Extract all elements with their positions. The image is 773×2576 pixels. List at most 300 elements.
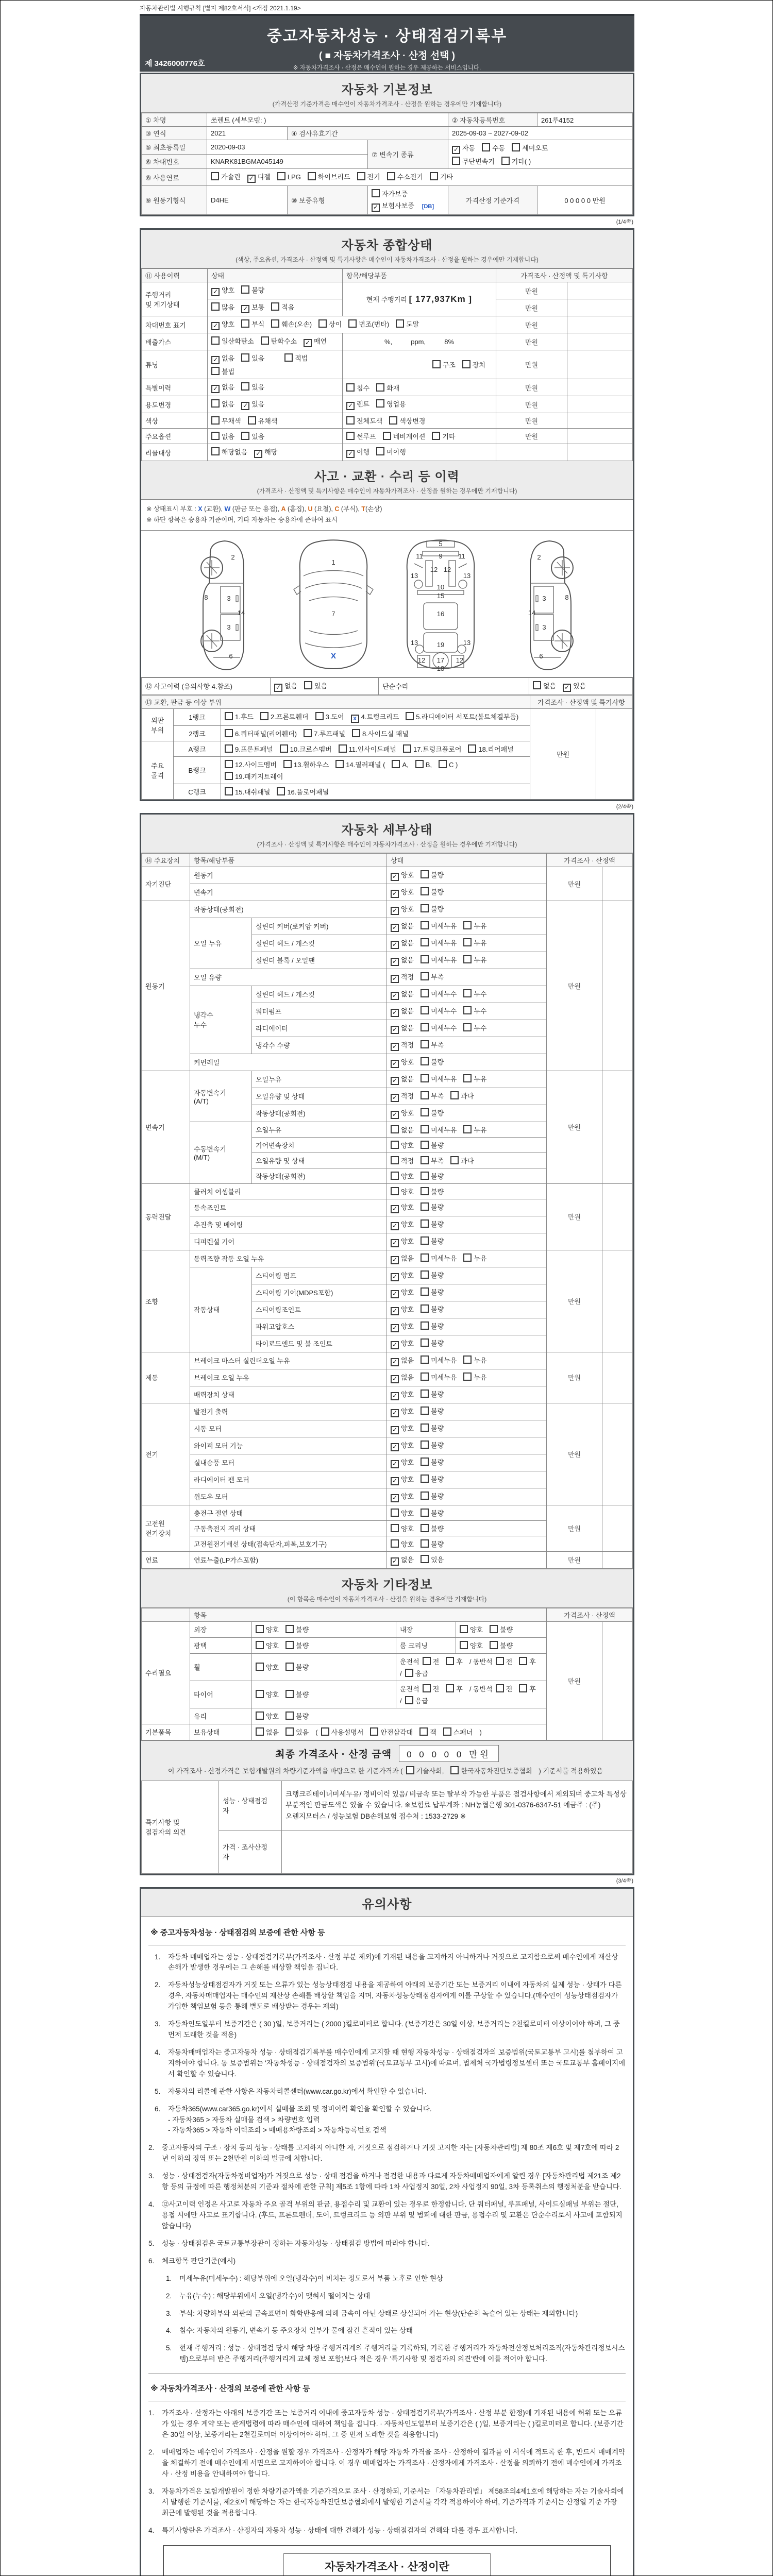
checkbox[interactable]: ✓ [211, 288, 220, 296]
checkbox[interactable] [285, 1625, 294, 1633]
checkbox[interactable] [391, 1524, 399, 1532]
svg-text:15: 15 [436, 591, 445, 600]
basic-items-row: 기본품목 보유상태 없음 있음 ( 사용설명서 안전삼각대 잭 스패너 ) [142, 1724, 633, 1740]
device-group: 조향 [142, 1250, 190, 1352]
checkbox[interactable]: ✓ [391, 1392, 399, 1400]
checkbox[interactable] [376, 399, 384, 408]
checkbox[interactable]: ✓ [391, 924, 399, 932]
overall-row: 많음 ✓ 보통 적음 만원 [142, 299, 633, 316]
checkbox[interactable] [283, 760, 292, 768]
checkbox[interactable] [225, 787, 233, 795]
checkbox[interactable] [280, 744, 288, 753]
checkbox[interactable]: ✓ [304, 339, 312, 347]
checkbox[interactable] [256, 1625, 264, 1633]
checkbox[interactable] [519, 1657, 527, 1665]
checkbox[interactable] [285, 1690, 294, 1698]
checkbox[interactable] [391, 1125, 399, 1133]
checkbox[interactable] [391, 1187, 399, 1195]
checkbox[interactable]: ✓ [391, 992, 399, 1000]
etc-section-title: 자동차 기타정보 (이 항목은 매수인이 자동차가격조사 · 산정을 원하는 경우에만 기재합니다) [141, 1569, 633, 1608]
checkbox[interactable] [241, 285, 249, 294]
checkbox[interactable] [421, 1287, 429, 1296]
notice-item: 1. 자동차 매매업자는 성능 · 상태점검기록부(가격조사 · 산정 부분 제외)에 기재된 내용을 고지하지 아니하거나 거짓으로 고지함으로써 매수인에게 재산상 손해가 발생한 경우에는 그 손해를 배상할 책임을 집니다. [155, 1953, 618, 1972]
checkbox[interactable] [389, 416, 397, 425]
checkbox[interactable] [304, 729, 312, 737]
checkbox[interactable] [450, 1156, 459, 1164]
checkbox[interactable]: ✓ [391, 1375, 399, 1383]
checkbox[interactable] [225, 744, 233, 753]
checkbox[interactable] [271, 319, 279, 328]
checkbox[interactable] [256, 1727, 264, 1736]
checkbox[interactable] [421, 1458, 429, 1466]
checkbox[interactable] [392, 760, 400, 768]
checkbox[interactable] [460, 1625, 468, 1633]
detail-row: 작동상태 스티어링 펌프 ✓ 양호 불량 [142, 1267, 633, 1284]
checkbox[interactable] [339, 744, 347, 753]
detail-row: 디퍼렌셜 기어 ✓ 양호 불량 [142, 1233, 633, 1250]
checkbox[interactable]: ✓ [391, 1443, 399, 1451]
checkbox[interactable] [421, 1074, 429, 1082]
checkbox[interactable] [421, 1304, 429, 1313]
checkbox[interactable]: ✓ [391, 975, 399, 983]
notice-title: 유의사항 [362, 1897, 412, 1911]
device-group: 동력전달 [142, 1183, 190, 1250]
checkbox[interactable] [421, 887, 429, 895]
checkbox[interactable] [211, 416, 220, 425]
detail-row: 오일 누유 실린더 커버(로커암 커버) ✓ 없음 미세누유 누유 [142, 918, 633, 935]
repair-row: 휠 양호 불량 운전석 전 후 / 동반석 전 후/ 응급 [142, 1653, 633, 1681]
checkbox[interactable]: ✓ [211, 356, 220, 364]
checkbox[interactable]: ✓ [452, 146, 460, 154]
checkbox[interactable] [450, 1091, 459, 1099]
detail-status-section [140, 813, 634, 1875]
car-top-diagram [290, 538, 377, 672]
checkbox[interactable] [490, 1641, 498, 1649]
checkbox[interactable] [421, 989, 429, 997]
checkbox[interactable]: ✓ [391, 907, 399, 915]
checkbox[interactable] [463, 921, 472, 929]
checkbox[interactable] [391, 1172, 399, 1180]
checkbox[interactable] [421, 1321, 429, 1330]
checkbox[interactable] [211, 336, 220, 345]
checkbox[interactable] [421, 955, 429, 963]
notice-item: 2. 자동차성능상태점검자가 거짓 또는 오류가 있는 성능상태점검 내용을 제공하여 아래의 보증기간 또는 보증거리 이내에 자동차의 실제 성능 · 상태가 다른 경우, 자동차매매업자는 매수인의 재산상 손해를 배상할 책임을 지며, 자동차성능상태점검자에게 이를 구상할 수 있습니다.(매수인이 성능상태점검자가 가입한 책임보험 등을 통해 별도로 배상받는 경우는 제외) [155, 1981, 622, 2011]
checkbox[interactable] [419, 1727, 428, 1736]
form-reference: 자동차관리법 시행규칙 [별지 제82호서식] <개정 2021.1.19> [140, 5, 301, 12]
checkbox[interactable] [421, 1125, 429, 1133]
checkbox[interactable] [211, 432, 220, 440]
checkbox[interactable]: ✓ [247, 175, 256, 183]
checkbox[interactable]: ✓ [391, 1111, 399, 1119]
checkbox[interactable]: ✓ [391, 941, 399, 949]
checkbox[interactable] [346, 416, 355, 425]
checkbox[interactable] [248, 416, 256, 425]
detail-row: 작동상태(공회전) 양호 불량 [142, 1168, 633, 1183]
notice-sec1-header: ※ 중고자동차성능 · 상태점검의 보증에 관한 사항 등 [148, 1920, 626, 1945]
checkbox[interactable] [432, 432, 440, 440]
checkbox[interactable] [501, 157, 510, 165]
detail-row: 실린더 블록 / 오일팬 ✓ 없음 미세누유 누유 [142, 952, 633, 969]
detail-row: 작동상태(공회전) ✓ 양호 불량 [142, 1105, 633, 1122]
checkbox[interactable] [421, 1236, 429, 1245]
svg-text:3: 3 [227, 594, 231, 602]
checkbox[interactable] [315, 712, 324, 720]
checkbox[interactable] [383, 432, 391, 440]
checkbox[interactable] [421, 972, 429, 980]
label-engine-type: ⑨ 원동기형식 [142, 186, 207, 215]
notice-item: 5. 현재 주행거리 : 성능 · 상태점검 당시 해당 차량 주행거리계의 주행거리를 기록하되, 기록한 주행거리가 자동차전산정보처리조직(자동차관리정보시스템)으로부터 받은 주행거리(주행거리계 교체 정보 포함)보다 적은 경우 '특기사항 및 점검자의 의견'란에 이를 적어야 합니다. [166, 2344, 625, 2363]
checkbox[interactable] [285, 1663, 294, 1671]
checkbox[interactable] [372, 189, 380, 197]
checkbox[interactable]: ✓ [346, 450, 355, 458]
checkbox[interactable]: ✓ [391, 1409, 399, 1417]
svg-text:6: 6 [229, 652, 233, 660]
checkbox[interactable] [496, 1684, 504, 1692]
notice-item: 4. 특기사항란은 가격조사 · 산정자의 자동차 성능 · 상태에 대한 견해가 성능 · 상태점검자의 견해와 다를 경우 표시합니다. [148, 2526, 518, 2534]
label-vin: ⑥ 차대번호 [142, 155, 207, 169]
checkbox[interactable] [211, 399, 220, 408]
detail-row: 냉각수 누수 실린더 헤드 / 개스킷 ✓ 없음 미세누수 누수 [142, 986, 633, 1003]
svg-text:8: 8 [565, 593, 569, 601]
basic-section-title: 자동차 기본정보 (가격산정 기준가격은 매수인이 자동차가격조사 · 산정을 원하는 경우에만 기재합니다) [141, 74, 633, 113]
checkbox[interactable] [421, 1492, 429, 1500]
label-transmission: ⑦ 변속기 종류 [368, 140, 448, 169]
checkbox[interactable] [415, 760, 424, 768]
svg-text:12: 12 [443, 565, 451, 573]
checkbox[interactable]: ✓ [391, 873, 399, 881]
checkbox[interactable] [391, 1509, 399, 1517]
checkbox[interactable] [463, 955, 472, 963]
checkbox[interactable] [450, 1766, 459, 1774]
accident-history-label: ⑫ 사고이력 (유의사항 4.참조) [142, 677, 271, 694]
checkbox[interactable] [421, 1187, 429, 1195]
checkbox[interactable] [241, 319, 249, 328]
checkbox[interactable]: ✓ [211, 322, 220, 330]
checkbox[interactable] [462, 360, 470, 368]
detail-row: 스티어링 기어(MDPS포함) ✓ 양호 불량 [142, 1284, 633, 1301]
detail-row: 변속기 자동변속기 (A/T) 오일누유 ✓ 없음 미세누유 누유 만원 [142, 1071, 633, 1088]
checkbox[interactable] [463, 1253, 472, 1262]
checkbox[interactable] [463, 1023, 472, 1031]
checkbox[interactable] [261, 336, 269, 345]
checkbox[interactable]: ✓ [391, 1060, 399, 1068]
checkbox[interactable]: ✓ [391, 1256, 399, 1264]
notice-item: 5. 자동차의 리콜에 관한 사항은 자동차리콜센터(www.car.go.kr)에서 확인할 수 있습니다. [155, 2087, 427, 2095]
detail-row: 변속기 ✓ 양호 불량 [142, 884, 633, 901]
checkbox[interactable] [463, 1355, 472, 1364]
svg-text:19: 19 [436, 640, 445, 649]
svg-text:2: 2 [231, 553, 235, 561]
checkbox[interactable] [443, 1727, 451, 1736]
checkbox[interactable] [463, 1372, 472, 1381]
label-base-price: 가격산정 기준가격 [448, 186, 537, 215]
checkbox[interactable] [403, 744, 411, 753]
checkbox[interactable] [490, 1625, 498, 1633]
checkbox[interactable] [421, 1389, 429, 1398]
checkbox[interactable] [421, 1040, 429, 1048]
etc-info-table: 항목 가격조사 · 산정액 수리필요 외장 양호 불량 내장 양호 불량 만원 광택 양호 불량 룸 크리닝 양호 불량 휠 양호 불량 운전석 전 후 / 동반석 전 후/ 응급 타이어 양호 불량 운전석 전 후 / 동반석 전 후/ 응급 유리 양호 불량 기본품목 보유상태 없음 있음 ( 사용설명서 안전삼각대 잭 스패너 ) [141, 1608, 633, 1740]
checkbox[interactable] [421, 1023, 429, 1031]
checkbox[interactable] [421, 1524, 429, 1532]
checkbox[interactable] [421, 1475, 429, 1483]
checkbox[interactable] [421, 1338, 429, 1347]
checkbox[interactable] [256, 1663, 264, 1671]
checkbox[interactable] [318, 319, 327, 328]
checkbox[interactable]: ✓ [391, 1222, 399, 1230]
checkbox[interactable] [446, 1657, 454, 1665]
checkbox[interactable] [348, 319, 357, 328]
simple-repair-label: 단순수리 [379, 677, 529, 694]
checkbox[interactable] [391, 1539, 399, 1548]
checkbox[interactable]: ✓ [241, 305, 249, 313]
checkbox[interactable] [357, 172, 365, 180]
checkbox[interactable]: ✓ [563, 684, 571, 692]
checkbox[interactable]: ✓ [391, 1426, 399, 1434]
checkbox[interactable] [304, 681, 312, 689]
checkbox[interactable] [421, 1219, 429, 1228]
svg-text:14: 14 [528, 608, 536, 617]
checkbox[interactable] [308, 172, 316, 180]
label-reg-no: ② 자동차등록번호 [448, 113, 537, 127]
checkbox[interactable] [241, 382, 249, 391]
checkbox[interactable] [211, 447, 220, 455]
svg-text:2: 2 [537, 553, 541, 561]
overall-row: 리콜대상 해당없음 ✓ 해당 ✓ 이행 미이행 [142, 444, 633, 461]
device-group: 변속기 [142, 1071, 190, 1183]
page-marker-3: (3/4쪽) [616, 1877, 633, 1884]
checkbox[interactable] [376, 447, 384, 455]
detail-row: 고전원 전기장치 충전구 절연 상태 양호 불량 만원 [142, 1505, 633, 1520]
checkbox[interactable] [285, 1641, 294, 1649]
detail-row: 고전원전기배선 상태(접속단자,피복,보호기구) 양호 불량 [142, 1536, 633, 1551]
checkbox[interactable] [376, 383, 384, 392]
valid-period: 2025-09-03 ~ 2027-09-02 [448, 127, 633, 140]
checkbox[interactable]: ✓ [391, 890, 399, 898]
checkbox[interactable] [391, 1141, 399, 1149]
svg-text:12: 12 [456, 656, 464, 664]
note-author: 가격 · 조사산정 자 [219, 1830, 282, 1873]
vehicle-diagrams [141, 531, 633, 677]
final-price-row [141, 1740, 633, 1781]
checkbox[interactable] [463, 1006, 472, 1014]
overall-section-title: 자동차 종합상태 (색상, 주요옵션, 가격조사 · 산정액 및 특기사항은 매수인이 자동차가격조사 · 산정을 원하는 경우에만 기재합니다) [141, 230, 633, 268]
checkbox[interactable] [421, 1006, 429, 1014]
checkbox[interactable]: ✓ [346, 402, 355, 410]
svg-text:3: 3 [227, 623, 231, 631]
checkbox[interactable]: ✓ [391, 1026, 399, 1034]
checkbox[interactable]: ✓ [372, 204, 380, 212]
checkbox[interactable] [421, 1141, 429, 1149]
device-group: 전기 [142, 1403, 190, 1505]
checkbox[interactable] [421, 1555, 429, 1563]
note-text: 크랭크리테이너미세누유/ 정비이력 있음/ 비금속 또는 탈부착 가능한 부품은 점검사항에서 제외되며 중고차 특성상 부분적인 판금도색은 있을 수 있습니다. ※보험료 납부계좌 : NH농협은행 301-0376-6347-51 예금주 : (주)오렌지모터스 / 성능보험 DB손해보험 접수처 : 1533-2729 ※ [282, 1781, 633, 1830]
checkbox[interactable] [211, 302, 220, 311]
notice-item: 3. 성능 · 상태점검자(자동차정비업자)가 거짓으로 성능 · 상태 점검을 하거나 점검한 내용과 다르게 자동차매매업자에게 알린 경우 [자동차관리법 제21조 제2항 등의 규정에 따른 행정처분의 기준과 절차에 관한 규칙] 제5조 1항에 따라 1차 사업정지 30일, 2차 사업정지 90일, 3차 등록취소의 행정처분을 받습니다. [148, 2172, 621, 2191]
exchange-parts-table: ⑬ 교환, 판금 등 이상 부위 가격조사 · 산정액 및 특기사항 외판 부위 1랭크 1.후드 2.프론트휀더 3.도어 x 4.트렁크리드 5.라디에이터 서포트(볼트체결부품) 만원 2랭크 6.쿼터패널(리어휀더) 7.루프패널 8.사이드실 패널 주요 골격 A랭크 9.프론트패널 10.크로스멤버 11.인사이드패널 17.트렁크플로어 18.리어패널 B랭크 12.사이드멤버 13.휠하우스 14.필러패널 ( A, B, C )19.패키지트레이 C랭크 15.대쉬패널 16.플로어패널 [141, 695, 633, 800]
svg-text:5: 5 [439, 539, 443, 548]
checkbox[interactable] [225, 772, 233, 780]
checkbox[interactable] [335, 760, 344, 768]
checkbox[interactable]: ✓ [391, 1290, 399, 1298]
checkbox[interactable] [346, 432, 355, 440]
checkbox[interactable] [468, 744, 476, 753]
checkbox[interactable] [421, 1355, 429, 1364]
checkbox[interactable] [271, 302, 279, 311]
svg-text:18: 18 [436, 664, 445, 672]
simple-repair-state: 없음 ✓ 있음 [529, 677, 633, 694]
checkbox[interactable]: ✓ [391, 1358, 399, 1366]
checkbox[interactable] [241, 432, 249, 440]
checkbox[interactable] [225, 729, 233, 737]
checkbox[interactable] [432, 360, 441, 368]
checkbox[interactable] [463, 1074, 472, 1082]
checkbox[interactable] [452, 157, 460, 165]
checkbox[interactable]: ✓ [391, 1009, 399, 1017]
svg-text:10: 10 [436, 583, 445, 591]
checkbox[interactable] [284, 353, 293, 362]
checkbox[interactable] [387, 172, 395, 180]
checkbox[interactable] [423, 1657, 431, 1665]
checkbox[interactable]: ✓ [391, 1239, 399, 1247]
checkbox[interactable] [225, 760, 233, 768]
label-car-name: ① 차명 [142, 113, 207, 127]
checkbox[interactable]: ✓ [391, 1557, 399, 1566]
checkbox[interactable] [405, 1669, 413, 1677]
checkbox[interactable] [421, 1372, 429, 1381]
notice-item: 1. 미세누유(미세누수) : 해당부위에 오일(냉각수)이 비치는 정도로서 부품 노후로 인한 현상 [166, 2274, 443, 2282]
transmission-type: ✓ 자동 수동 세미오토 무단변속기 기타( ) [448, 140, 633, 169]
svg-text:13: 13 [410, 638, 418, 647]
checkbox[interactable] [533, 681, 541, 689]
checkbox[interactable] [421, 1270, 429, 1279]
checkbox[interactable] [421, 921, 429, 929]
checkbox[interactable]: x [351, 715, 359, 723]
notice-item: 4. 자동차매매업자는 중고자동차 성능 · 상태점검기록부를 매수인에게 고지할 때 현행 자동차성능 · 상태점검자의 보증범위(국토교통부 고시)를 첨부하여 고지하여야 합니다. 동 보증범위는 '자동차성능 · 상태점검자의 보증범위'(국토교통부 고시)에 따르며, 법제처 국가법령정보센터 또는 국토교통부 홈페이지에서 확인할 수 있습니다. [155, 2048, 626, 2078]
detail-row: 제동 브레이크 마스터 실린더오일 누유 ✓ 없음 미세누유 누유 만원 [142, 1352, 633, 1369]
checkbox[interactable] [421, 1539, 429, 1548]
checkbox[interactable] [421, 1172, 429, 1180]
svg-text:12: 12 [417, 656, 426, 664]
checkbox[interactable] [421, 1253, 429, 1262]
detail-row: 라디에이터 팬 모터 ✓ 양호 불량 [142, 1471, 633, 1488]
checkbox[interactable]: ✓ [391, 958, 399, 966]
notice-item: 6. 체크항목 판단기준(예시) [148, 2257, 236, 2265]
checkbox[interactable] [421, 1057, 429, 1065]
checkbox[interactable]: ✓ [254, 450, 262, 458]
checkbox[interactable]: ✓ [274, 684, 282, 692]
checkbox[interactable] [370, 1727, 378, 1736]
checkbox[interactable]: ✓ [391, 1494, 399, 1502]
overall-row: 주행거리 및 계기상태 ✓ 양호 불량 현재 주행거리 [ 177,937Km ] 만원 [142, 282, 633, 299]
checkbox[interactable] [277, 787, 285, 795]
checkbox[interactable] [260, 712, 268, 720]
checkbox[interactable] [285, 1727, 294, 1736]
checkbox[interactable] [396, 319, 404, 328]
detail-row: 등속죠인트 ✓ 양호 불량 [142, 1199, 633, 1216]
checkbox[interactable] [406, 712, 414, 720]
overall-row: 색상 무채색 유채색 전체도색 색상변경 만원 [142, 413, 633, 429]
checkbox[interactable]: ✓ [391, 1205, 399, 1213]
checkbox[interactable] [346, 383, 355, 392]
checkbox[interactable] [421, 1091, 429, 1099]
checkbox[interactable] [406, 1766, 414, 1774]
base-price: 0 0 0 0 0 만원 [537, 186, 633, 215]
checkbox[interactable] [430, 172, 438, 180]
checkbox[interactable] [460, 1641, 468, 1649]
checkbox[interactable]: ✓ [391, 1477, 399, 1485]
engine-type: D4HE [207, 186, 288, 215]
device-group: 제동 [142, 1352, 190, 1403]
checkbox[interactable] [421, 1423, 429, 1432]
checkbox[interactable] [211, 367, 220, 375]
checkbox[interactable]: ✓ [391, 1307, 399, 1315]
checkbox[interactable] [463, 1125, 472, 1133]
checkbox[interactable] [446, 1684, 454, 1692]
checkbox[interactable] [512, 143, 520, 151]
checkbox[interactable] [321, 1727, 329, 1736]
checkbox[interactable]: ✓ [391, 1341, 399, 1349]
checkbox[interactable] [423, 1684, 431, 1692]
checkbox[interactable] [421, 1156, 429, 1164]
checkbox[interactable] [421, 1108, 429, 1116]
page-title: 중고자동차성능 · 상태점검기록부 [266, 28, 508, 45]
checkbox[interactable] [277, 172, 285, 180]
notice-item: 1. 가격조사 · 산정자는 아래의 보증기간 또는 보증거리 이내에 중고자동차 성능 · 상태점검기록부(가격조사 · 산정 부분 한정)에 기재된 내용에 허위 또는 오류가 있는 경우 계약 또는 관계법령에 따라 매수인에 대하여 책임을 집니다. · 자동차인도일부터 보증기간은 ( )일, 보증거리는 ( )킬로미터로 합니다. (보증기간은 30일 이상, 보증거리는 2천킬로미터 이상이어야 하며, 그 중 먼저 도래한 것을 적용합니다) [148, 2409, 624, 2439]
inspector-notes-table [141, 1781, 633, 1874]
checkbox[interactable]: ✓ [391, 1043, 399, 1051]
checkbox[interactable] [463, 989, 472, 997]
checkbox[interactable] [256, 1641, 264, 1649]
checkbox[interactable] [211, 172, 219, 180]
checkbox[interactable] [391, 1156, 399, 1164]
checkbox[interactable] [225, 712, 233, 720]
checkbox[interactable] [285, 1711, 294, 1720]
notice-item: 2. 누유(누수) : 해당부위에서 오일(냉각수)이 맺혀서 떨어지는 상태 [166, 2292, 371, 2300]
detail-row: 실내송풍 모터 ✓ 양호 불량 [142, 1454, 633, 1471]
checkbox[interactable]: ✓ [211, 385, 220, 393]
detail-row: 와이퍼 모터 기능 ✓ 양호 불량 [142, 1437, 633, 1454]
checkbox[interactable] [496, 1657, 504, 1665]
checkbox[interactable] [256, 1690, 264, 1698]
checkbox[interactable] [421, 1440, 429, 1449]
page-marker-1: (1/4쪽) [616, 219, 633, 225]
detail-row: 조향 동력조향 작동 오일 누유 ✓ 없음 미세누유 누유 만원 [142, 1250, 633, 1267]
checkbox[interactable] [421, 904, 429, 912]
model-year: 2021 [207, 127, 288, 140]
checkbox[interactable]: ✓ [391, 1077, 399, 1085]
checkbox[interactable] [519, 1684, 527, 1692]
checkbox[interactable] [241, 353, 249, 362]
checkbox[interactable] [463, 938, 472, 946]
checkbox[interactable] [482, 143, 490, 151]
label-valid-period: ④ 검사유효기간 [288, 127, 448, 140]
checkbox[interactable]: ✓ [391, 1094, 399, 1102]
checkbox[interactable] [421, 870, 429, 878]
checkbox[interactable] [421, 1202, 429, 1211]
checkbox[interactable] [405, 1696, 413, 1704]
checkbox[interactable] [439, 760, 447, 768]
detail-row: 브레이크 오일 누유 ✓ 없음 미세누유 누유 [142, 1369, 633, 1386]
checkbox[interactable]: ✓ [241, 402, 249, 410]
checkbox[interactable] [421, 1509, 429, 1517]
checkbox[interactable] [421, 938, 429, 946]
checkbox[interactable]: ✓ [391, 1273, 399, 1281]
checkbox[interactable]: ✓ [391, 1460, 399, 1468]
checkbox[interactable]: ✓ [391, 1324, 399, 1332]
checkbox[interactable] [352, 729, 360, 737]
checkbox[interactable] [421, 1406, 429, 1415]
checkbox[interactable] [256, 1711, 264, 1720]
